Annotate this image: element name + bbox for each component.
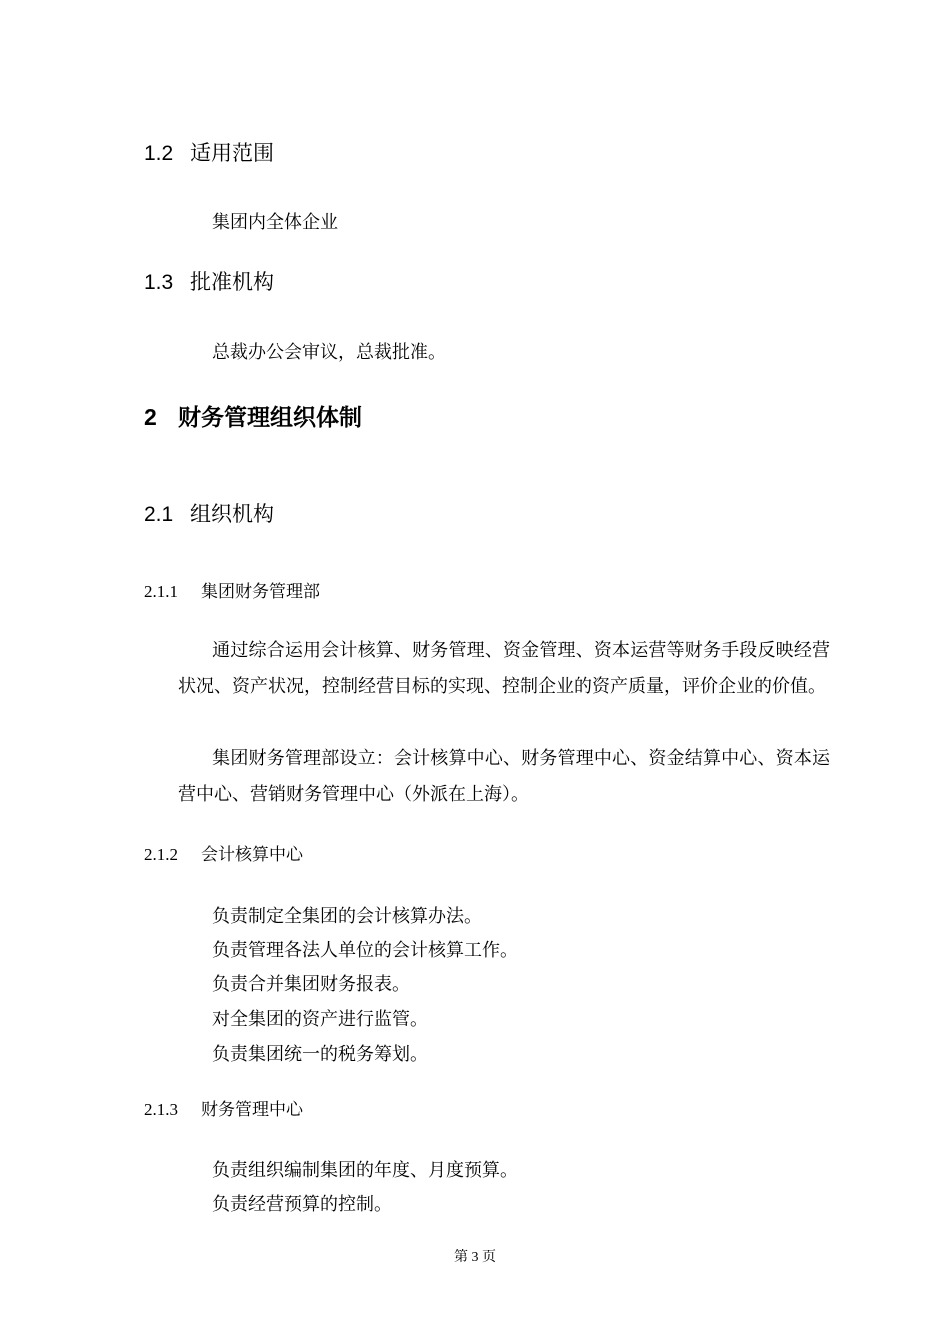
heading-title: 财务管理组织体制	[178, 404, 362, 430]
heading-1-2	[144, 137, 274, 167]
body-text: 总裁办公会审议，总裁批准。	[212, 342, 446, 362]
heading-title: 适用范围	[190, 142, 274, 165]
heading-2-1-1	[144, 577, 320, 602]
list-item: 负责合并集团财务报表。	[212, 974, 410, 994]
body-text: 集团内全体企业	[212, 212, 338, 232]
paragraph-text: 集团财务管理部设立：会计核算中心、财务管理中心、资金结算中心、资本运营中心、营销财务管理中心（外派在上海）。	[178, 748, 830, 804]
list-item: 负责集团统一的税务筹划。	[212, 1044, 428, 1064]
heading-title: 集团财务管理部	[201, 582, 320, 601]
paragraph	[178, 632, 830, 704]
list-item: 负责管理各法人单位的会计核算工作。	[212, 940, 518, 960]
heading-number: 1.3	[144, 271, 174, 294]
heading-number: 2.1.3	[144, 1100, 178, 1119]
heading-number: 2.1.2	[144, 845, 178, 864]
list-item: 负责制定全集团的会计核算办法。	[212, 906, 482, 926]
heading-number: 2.1	[144, 503, 174, 526]
heading-2-1-3	[144, 1095, 303, 1120]
heading-title: 财务管理中心	[201, 1100, 303, 1119]
heading-2-1-2	[144, 840, 303, 865]
paragraph	[178, 740, 830, 812]
heading-number: 2	[144, 404, 157, 430]
paragraph-text: 通过综合运用会计核算、财务管理、资金管理、资本运营等财务手段反映经营状况、资产状况，控制经营目标的实现、控制企业的资产质量，评价企业的价值。	[178, 640, 830, 696]
heading-title: 会计核算中心	[201, 845, 303, 864]
list-item: 负责组织编制集团的年度、月度预算。	[212, 1160, 518, 1180]
heading-number: 2.1.1	[144, 582, 178, 601]
heading-number: 1.2	[144, 142, 174, 165]
list-item: 负责经营预算的控制。	[212, 1194, 392, 1214]
heading-2	[144, 399, 362, 432]
page-number: 第 3 页	[454, 1250, 496, 1265]
heading-title: 批准机构	[190, 271, 274, 294]
heading-title: 组织机构	[190, 503, 274, 526]
heading-1-3	[144, 266, 274, 296]
list-item: 对全集团的资产进行监管。	[212, 1009, 428, 1029]
heading-2-1	[144, 498, 274, 528]
